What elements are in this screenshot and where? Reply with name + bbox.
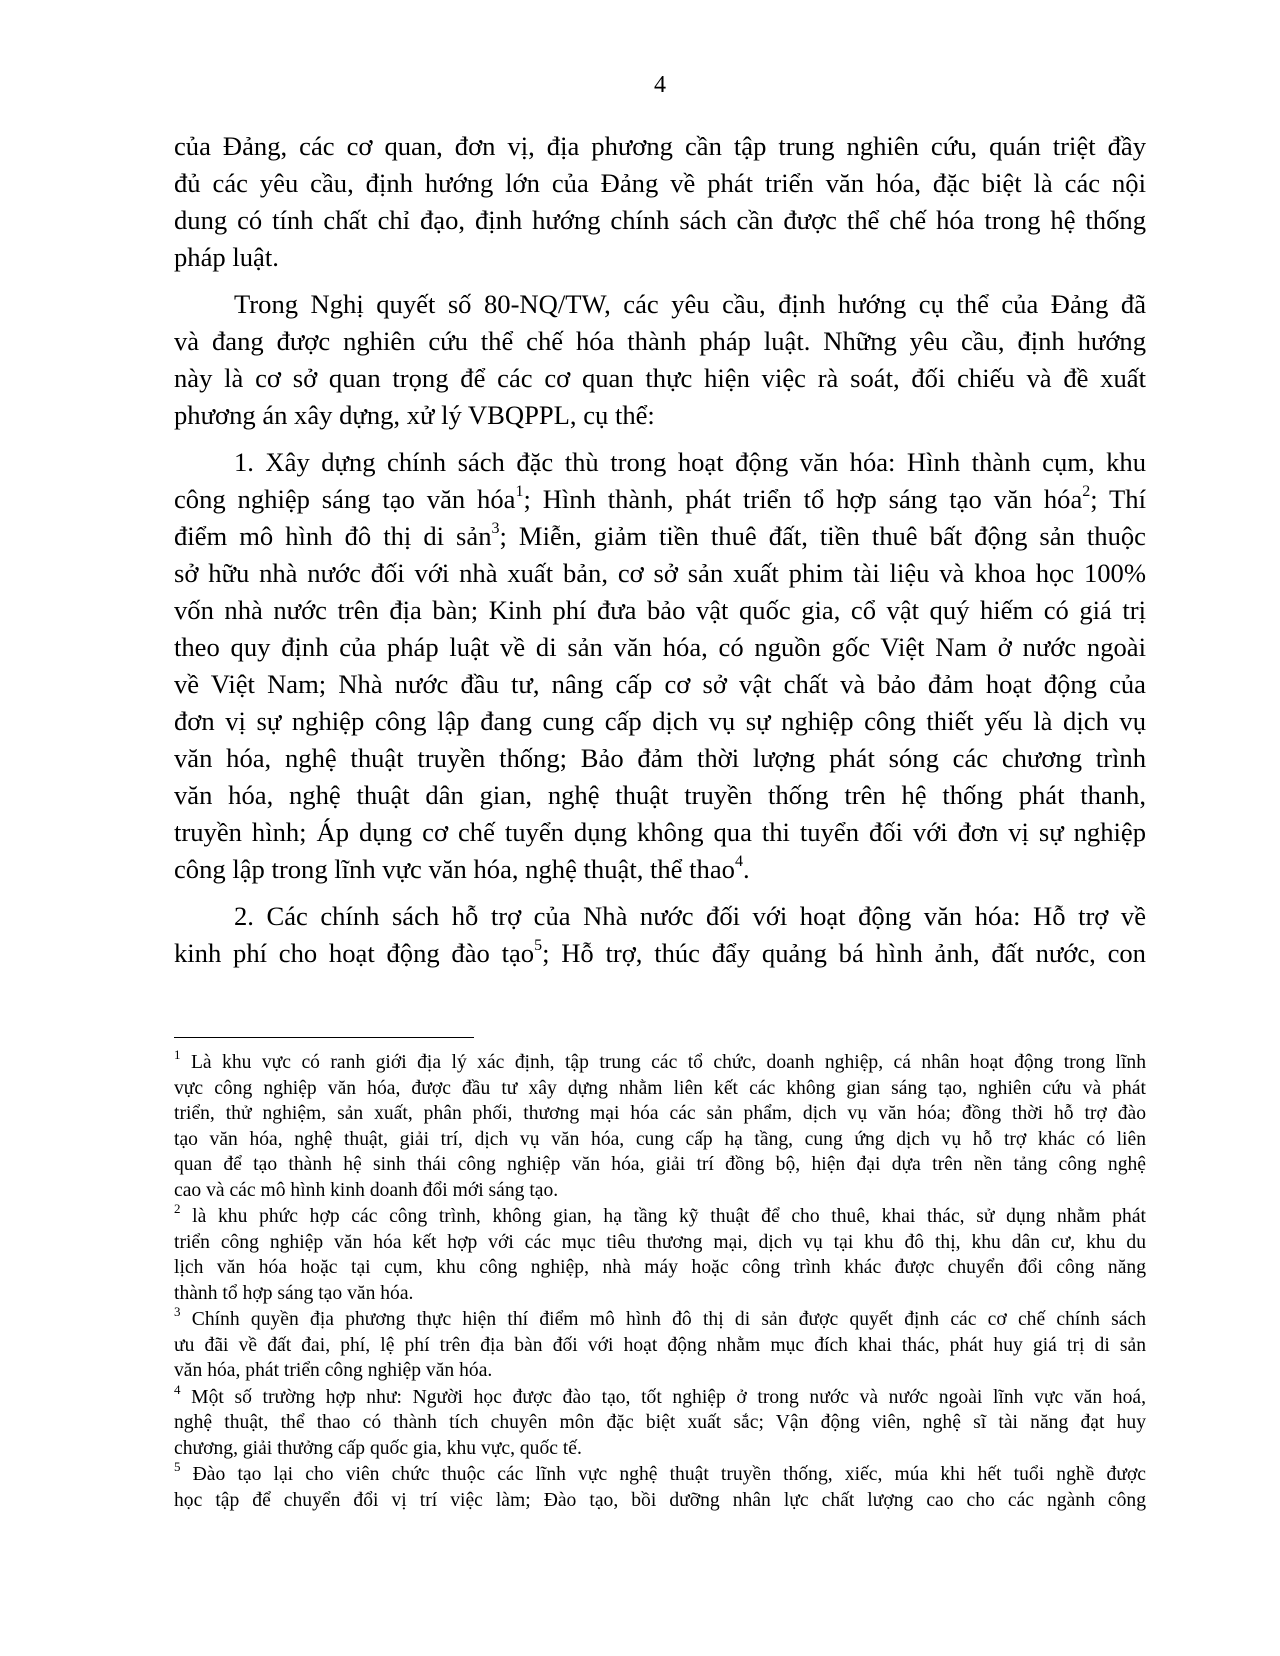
- footnote-line: [174, 1459, 1146, 1488]
- footnote-mark: 5: [174, 1459, 181, 1475]
- text-line: về Việt Nam; Nhà nước đầu tư, nâng cấp cơ sở vật chất và bảo đảm hoạt động của: [174, 669, 1146, 699]
- footnote-line: vực công nghiệp văn hóa, được đầu tư xây dựng nhằm liên kết các không gian sáng tạo, nghiên cứu và phát: [174, 1077, 1146, 1099]
- text-line: sở hữu nhà nước đối với nhà xuất bản, cơ sở sản xuất phim tài liệu và khoa học 100%: [174, 558, 1146, 588]
- paragraph-intro: [174, 128, 1146, 276]
- text-segment: .: [742, 854, 750, 884]
- footnote-3: [174, 1304, 1146, 1384]
- footnote-line: chương, giải thưởng cấp quốc gia, khu vực, quốc tế.: [174, 1437, 582, 1459]
- footnote-ref-5: 5: [534, 937, 543, 955]
- footnote-line: lịch văn hóa hoặc tại cụm, khu công nghiệp, nhà máy hoặc công trình khác được chuyển đổi công năng: [174, 1257, 1146, 1278]
- footnote-line: [174, 1047, 1146, 1076]
- footnote-line: [174, 1201, 1146, 1230]
- text-segment: kinh phí cho hoạt động đào tạo: [174, 938, 535, 968]
- paragraph-resolution: [174, 286, 1146, 434]
- text-line: dung có tính chất chỉ đạo, định hướng chính sách cần được thể chế hóa trong hệ thống: [174, 205, 1146, 235]
- footnote-mark: 4: [174, 1381, 181, 1397]
- footnote-ref-3: 3: [491, 520, 500, 538]
- paragraph-item-1: [174, 444, 1146, 888]
- text-line: 1. Xây dựng chính sách đặc thù trong hoạt động văn hóa: Hình thành cụm, khu: [234, 447, 1146, 477]
- text-line: đủ các yêu cầu, định hướng lớn của Đảng về phát triển văn hóa, đặc biệt là các nội: [174, 168, 1146, 198]
- text-line: 2. Các chính sách hỗ trợ của Nhà nước đối với hoạt động văn hóa: Hỗ trợ về: [234, 901, 1146, 931]
- text-segment: công nghiệp sáng tạo văn hóa: [174, 484, 516, 514]
- footnote-4: [174, 1381, 1146, 1462]
- text-segment: công lập trong lĩnh vực văn hóa, nghệ thuật, thể thao: [174, 854, 735, 884]
- page-number: 4: [654, 72, 666, 98]
- footnote-ref-4: 4: [734, 853, 743, 871]
- footnote-mark: 2: [174, 1201, 181, 1217]
- footnote-mark: 1: [174, 1047, 181, 1063]
- text-line: [174, 851, 1146, 888]
- footnote-line: [174, 1304, 1146, 1333]
- text-segment: là khu phức hợp các công trình, không gian, hạ tầng kỹ thuật để cho thuê, khai thác, sử dụng nhằm phát: [180, 1206, 1146, 1227]
- footnote-1: [174, 1047, 1146, 1203]
- text-line: đơn vị sự nghiệp công lập đang cung cấp dịch vụ sự nghiệp công thiết yếu là dịch vụ: [174, 706, 1146, 736]
- footnotes: [174, 1047, 1146, 1514]
- text-line: văn hóa, nghệ thuật truyền thống; Bảo đảm thời lượng phát sóng các chương trình: [174, 743, 1146, 773]
- text-line: Trong Nghị quyết số 80-NQ/TW, các yêu cầu, định hướng cụ thể của Đảng đã: [234, 289, 1146, 319]
- footnote-line: ưu đãi về đất đai, phí, lệ phí trên địa bàn đối với hoạt động nhằm mục đích khai thác, phát huy giá trị di sản: [174, 1334, 1146, 1356]
- text-segment: ; Hỗ trợ, thúc đẩy quảng bá hình ảnh, đất nước, con: [542, 938, 1146, 968]
- footnote-mark: 3: [174, 1304, 181, 1320]
- text-line: pháp luật.: [174, 242, 279, 272]
- text-line: [174, 518, 1146, 555]
- text-segment: Đào tạo lại cho viên chức thuộc các lĩnh vực nghệ thuật truyền thống, xiếc, múa khi hết tuổi nghề được: [180, 1464, 1146, 1485]
- footnote-line: thành tổ hợp sáng tạo văn hóa.: [174, 1282, 414, 1304]
- text-line: phương án xây dựng, xử lý VBQPPL, cụ thể:: [174, 400, 655, 430]
- text-segment: Một số trường hợp như: Người học được đào tạo, tốt nghiệp ở trong nước và nước ngoài lĩnh vực văn hoá,: [180, 1386, 1146, 1408]
- footnote-line: [174, 1381, 1146, 1411]
- text-segment: ; Thí: [1090, 484, 1146, 514]
- footnote-line: văn hóa, phát triển công nghiệp văn hóa.: [174, 1360, 493, 1381]
- text-line: và đang được nghiên cứu thể chế hóa thành pháp luật. Những yêu cầu, định hướng: [174, 326, 1146, 356]
- text-line: vốn nhà nước trên địa bàn; Kinh phí đưa bảo vật quốc gia, cổ vật quý hiếm có giá trị: [174, 595, 1146, 625]
- footnote-separator: [174, 1037, 474, 1038]
- text-line: [174, 935, 1146, 972]
- text-segment: ; Miễn, giảm tiền thuê đất, tiền thuê bất động sản thuộc: [499, 521, 1146, 551]
- body-text: [174, 128, 1146, 982]
- text-line: [174, 481, 1146, 518]
- text-segment: Là khu vực có ranh giới địa lý xác định, tập trung các tổ chức, doanh nghiệp, cá nhân hoạt động trong lĩnh: [180, 1052, 1146, 1073]
- text-line: văn hóa, nghệ thuật dân gian, nghệ thuật truyền thống trên hệ thống phát thanh,: [174, 780, 1146, 810]
- footnote-line: học tập để chuyển đổi vị trí việc làm; Đào tạo, bồi dưỡng nhân lực chất lượng cao cho các ngành công: [174, 1489, 1146, 1511]
- text-segment: ; Hình thành, phát triển tổ hợp sáng tạo văn hóa: [523, 484, 1083, 514]
- footnote-line: tạo văn hóa, nghệ thuật, giải trí, dịch vụ văn hóa, cung cấp hạ tầng, cung ứng dịch vụ hỗ trợ khác có liên: [174, 1128, 1146, 1150]
- footnote-line: triển công nghiệp văn hóa kết hợp với các mục tiêu thương mại, dịch vụ tại khu đô thị, khu dân cư, khu du: [174, 1231, 1146, 1253]
- text-segment: điểm mô hình đô thị di sản: [174, 521, 492, 551]
- footnote-2: [174, 1201, 1146, 1306]
- footnote-5: [174, 1459, 1146, 1513]
- footnote-line: triển, thử nghiệm, sản xuất, phân phối, thương mại hóa các sản phẩm, dịch vụ văn hóa; đồng thời hỗ trợ đào: [174, 1103, 1146, 1124]
- footnote-ref-1: 1: [515, 483, 524, 501]
- text-line: truyền hình; Áp dụng cơ chế tuyển dụng không qua thi tuyển đối với đơn vị sự nghiệp: [174, 817, 1146, 847]
- paragraph-item-2: [174, 898, 1146, 972]
- footnote-line: cao và các mô hình kinh doanh đổi mới sáng tạo.: [174, 1179, 559, 1201]
- footnote-line: quan để tạo thành hệ sinh thái công nghiệp văn hóa, giải trí đồng bộ, hiện đại dựa trên nền tảng công nghệ: [174, 1154, 1146, 1175]
- footnote-ref-2: 2: [1082, 483, 1091, 501]
- text-line: này là cơ sở quan trọng để các cơ quan thực hiện việc rà soát, đối chiếu và đề xuất: [174, 363, 1146, 393]
- text-line: của Đảng, các cơ quan, đơn vị, địa phương cần tập trung nghiên cứu, quán triệt đầy: [174, 131, 1146, 161]
- text-segment: Chính quyền địa phương thực hiện thí điểm mô hình đô thị di sản được quyết định các cơ chế chính sách: [180, 1309, 1146, 1330]
- text-line: theo quy định của pháp luật về di sản văn hóa, có nguồn gốc Việt Nam ở nước ngoài: [174, 632, 1146, 662]
- footnote-line: nghệ thuật, thể thao có thành tích chuyên môn đặc biệt xuất sắc; Vận động viên, nghệ sĩ tài năng đạt huy: [174, 1412, 1146, 1433]
